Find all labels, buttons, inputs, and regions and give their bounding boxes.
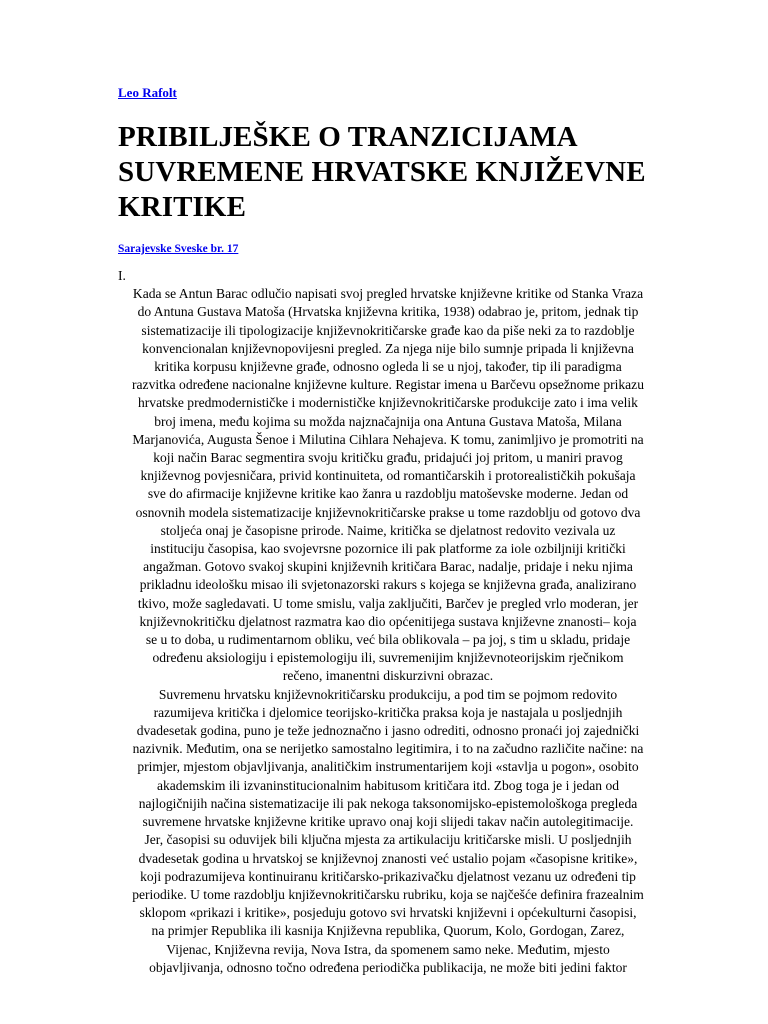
author-link[interactable]: Leo Rafolt — [118, 85, 177, 100]
body-line: sve do afirmacije književne kritike kao žanra u razdoblju matoševske moderne. Jedan od — [147, 486, 629, 502]
body-line: rečeno, imanentni diskurzivni obrazac. — [282, 668, 494, 684]
body-line: prikladnu ideološku misao ili svjetonazorski rakurs s kojega se književna građa, analizirano — [139, 577, 637, 593]
source-link[interactable]: Sarajevske Sveske br. 17 — [118, 243, 239, 255]
body-line: sklopom «prikazi i kritike», posjeduju gotovo svi hrvatski književni i općekulturni časopisi, — [139, 905, 637, 921]
body-line: hrvatske predmodernističke i modernističke književnokritičarske produkcije zato i ima velik — [138, 395, 638, 411]
body-line: razumijeva kritička i djelomice teorijsko-kritička praksa koja je nastajala u posljednjih — [153, 704, 623, 720]
body-line: književnog povjesničara, privid kontinuiteta, od romantičarskih i protorealističkih pokušaja — [140, 468, 636, 484]
article-title — [118, 120, 658, 225]
body-line: angažman. Gotovo svakoj skupini književnih kritičara Barac, nadalje, pridaje i neku njima — [143, 559, 633, 575]
body-line: do Antuna Gustava Matoša (Hrvatska književna kritika, 1938) odabrao je, pritom, jednak tip — [137, 304, 639, 320]
body-line: periodike. U tome razdoblju književnokritičarsku rubriku, koja se najčešće definira frazealnim — [132, 886, 644, 902]
body-line: suvremene hrvatske književne kritike upravo onaj koji slijedi takav način autolegitimacije. — [142, 814, 634, 830]
body-line: akademskim ili izvaninstitucionalnim habitusom kritičara itd. Zbog toga je i jedan od — [157, 777, 619, 793]
body-line: kritika korpusu književne građe, odnosno ogleda li se u njoj, također, tip ili paradigma — [154, 359, 622, 375]
body-line: nazivnik. Međutim, ona se nerijetko samostalno legitimira, i to na začudno različite načine: na — [132, 741, 644, 757]
body-line: određenu aksiologiju i epistemologiju ili, suvremenijim književnoteorijskim rječnikom — [152, 650, 624, 666]
body-line: Jer, časopisi su oduvijek bili ključna mjesta za artikulaciju kritičarske misli. U posljednjih — [144, 832, 632, 848]
body-line: se u to doba, u rudimentarnom obliku, već bila oblikovala – pa joj, s tim u skladu, pridaje — [145, 632, 631, 648]
title-line: SUVREMENE HRVATSKE KNJIŽEVNE — [118, 156, 646, 188]
body-line: Vijenac, Književna revija, Nova Istra, da spomenem samo neke. Međutim, mjesto — [166, 941, 610, 957]
body-line: koji podrazumijeva kontinuiranu kritičarsko-prikazivačku djelatnost vezanu uz određeni tip — [140, 868, 636, 884]
body-line: razvitka određene nacionalne književne kulture. Registar imena u Barčevu opsežnome prikazu — [132, 377, 644, 393]
body-line: tkivo, može sagledavati. U tome smislu, valja zaključiti, Barčev je pregled vrlo moderan, jer — [137, 595, 639, 611]
body-line: koji način Barac segmentira svoju kritičku građu, pridajući joj pritom, u maniri pravog — [153, 450, 623, 466]
body-line: književnokritičku djelatnost razmatra kao dio općenitijega sustava književne znanosti– koja — [139, 613, 637, 629]
body-line: primjer, mjestom objavljivanja, analitičkim instrumentarijem koji «stavlja u pogon», osobito — [137, 759, 639, 775]
article-body — [118, 267, 658, 977]
body-line: dvadesetak godina, puno je teže jednoznačno i jasno odrediti, odnosno pronaći joj zajednički — [136, 723, 640, 739]
body-line: najlogičnijih načina sistematizacije ili pak nekoga taksonomijsko-epistemološkoga pregleda — [138, 795, 638, 811]
body-line: broj imena, među kojima su možda najznačajnija ona Antuna Gustava Matoša, Milana — [154, 413, 622, 429]
body-line: sistematizacije ili tipologizacije književnokritičarske građe kao da piše neki za to razdoblje — [141, 322, 635, 338]
body-line: dvadesetak godina u hrvatskoj se književnoj znanosti već ustalio pojam «časopisne kritike», — [138, 850, 638, 866]
title-line: PRIBILJEŠKE O TRANZICIJAMA — [118, 121, 578, 153]
body-line: I. — [118, 268, 126, 283]
article — [118, 84, 658, 977]
title-line: KRITIKE — [118, 191, 247, 223]
body-line: Kada se Antun Barac odlučio napisati svoj pregled hrvatske književne kritike od Stanka Vraza — [132, 286, 644, 302]
body-line: stoljeća onaj je časopisne prirode. Naime, kritička se djelatnost redovito vezivala uz — [160, 522, 616, 538]
body-line: na primjer Republika ili kasnija Književna republika, Quorum, Kolo, Gordogan, Zarez, — [151, 923, 625, 939]
body-line: Suvremenu hrvatsku književnokritičarsku produkciju, a pod tim se pojmom redovito — [158, 686, 618, 702]
body-line: objavljivanja, odnosno točno određena periodička publikacija, ne može biti jedini faktor — [149, 959, 627, 975]
body-line: osnovnih modela sistematizacije književnokritičarske prakse u tome razdoblju od gotovo dva — [135, 504, 641, 520]
body-line: Marjanovića, Augusta Šenoe i Milutina Cihlara Nehajeva. K tomu, zanimljivo je promotriti na — [132, 431, 644, 447]
body-line: instituciju časopisa, kao svojevrsne pozornice ili pak platforme za iole ozbiljniji kritički — [150, 541, 626, 557]
body-line: konvencionalan književnopovijesni pregled. Za njega nije bilo sumnje pripada li književna — [142, 340, 634, 356]
